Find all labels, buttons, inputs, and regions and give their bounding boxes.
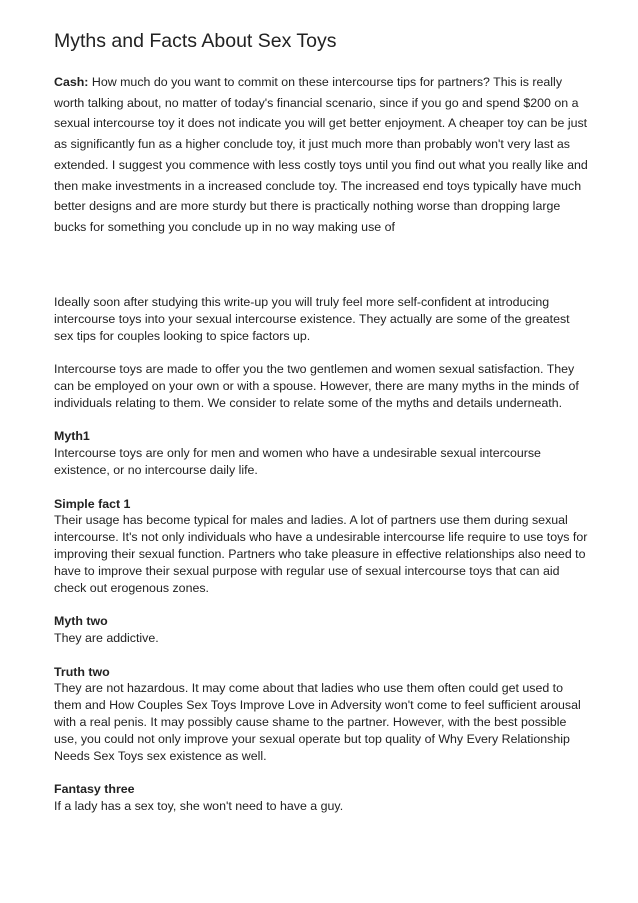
section-text: Intercourse toys are only for men and women who have a undesirable sexual intercourse existence, or no intercourse daily life. xyxy=(54,446,541,477)
section-fantasy-3 xyxy=(54,781,589,815)
intro-paragraph xyxy=(54,72,589,238)
intro-text: How much do you want to commit on these intercourse tips for partners? This is really worth talking about, no matter of today's financial scenario, since if you go and spend $200 on a sexual intercourse toy it does not indicate you will get better enjoyment. A cheaper toy can be just as significantly fun as a higher conclude toy, it just much more than probably won't very last as extended. I suggest you commence with less costly toys until you find out what you really like and then make investments in a increased conclude toy. The increased end toys typically have much better designs and are more sturdy but there is practically nothing worse than dropping large bucks for something you conclude up in no way making use of xyxy=(54,75,588,234)
page-title: Myths and Facts About Sex Toys xyxy=(54,30,337,52)
section-heading: Myth1 xyxy=(54,429,90,444)
section-text: They are not hazardous. It may come about that ladies who use them often could get used to them and How Couples Sex Toys Improve Love in Adversity won't come to feel sufficient arousal with a real penis. It may possibly cause shame to the partner. However, with the best possible use, you could not only improve your sexual operate but top quality of Why Every Relationship Needs Sex Toys sex existence as well. xyxy=(54,681,581,763)
section-fact-1 xyxy=(54,496,589,597)
section-myth-2 xyxy=(54,613,589,647)
intro-label: Cash: xyxy=(54,75,89,89)
section-heading: Myth two xyxy=(54,614,108,629)
paragraph: Ideally soon after studying this write-up you will truly feel more self-confident at introducing intercourse toys into your sexual intercourse existence. They actually are some of the greatest sex tips for couples looking to spice factors up. xyxy=(54,295,570,343)
section-text: Their usage has become typical for males and ladies. A lot of partners use them during sexual intercourse. It's not only individuals who have a undesirable intercourse life require to use toys for improving their sexual function. Partners who take pleasure in effective relationships also need to have to improve their sexual purpose with regular use of sexual intercourse toys that can aid check out erogenous zones. xyxy=(54,513,588,595)
section-heading: Simple fact 1 xyxy=(54,496,131,511)
section-myth-1 xyxy=(54,428,589,478)
section-text: If a lady has a sex toy, she won't need to have a guy. xyxy=(54,798,344,813)
section-heading: Fantasy three xyxy=(54,782,135,797)
paragraph: Intercourse toys are made to offer you the two gentlemen and women sexual satisfaction. They can be employed on your own or with a spouse. However, there are many myths in the minds of individuals relating to them. We consider to relate some of the myths and details underneath. xyxy=(54,362,579,410)
section-truth-2 xyxy=(54,664,589,765)
section-heading: Truth two xyxy=(54,664,110,679)
document-body xyxy=(54,294,589,832)
section-text: They are addictive. xyxy=(54,630,159,645)
